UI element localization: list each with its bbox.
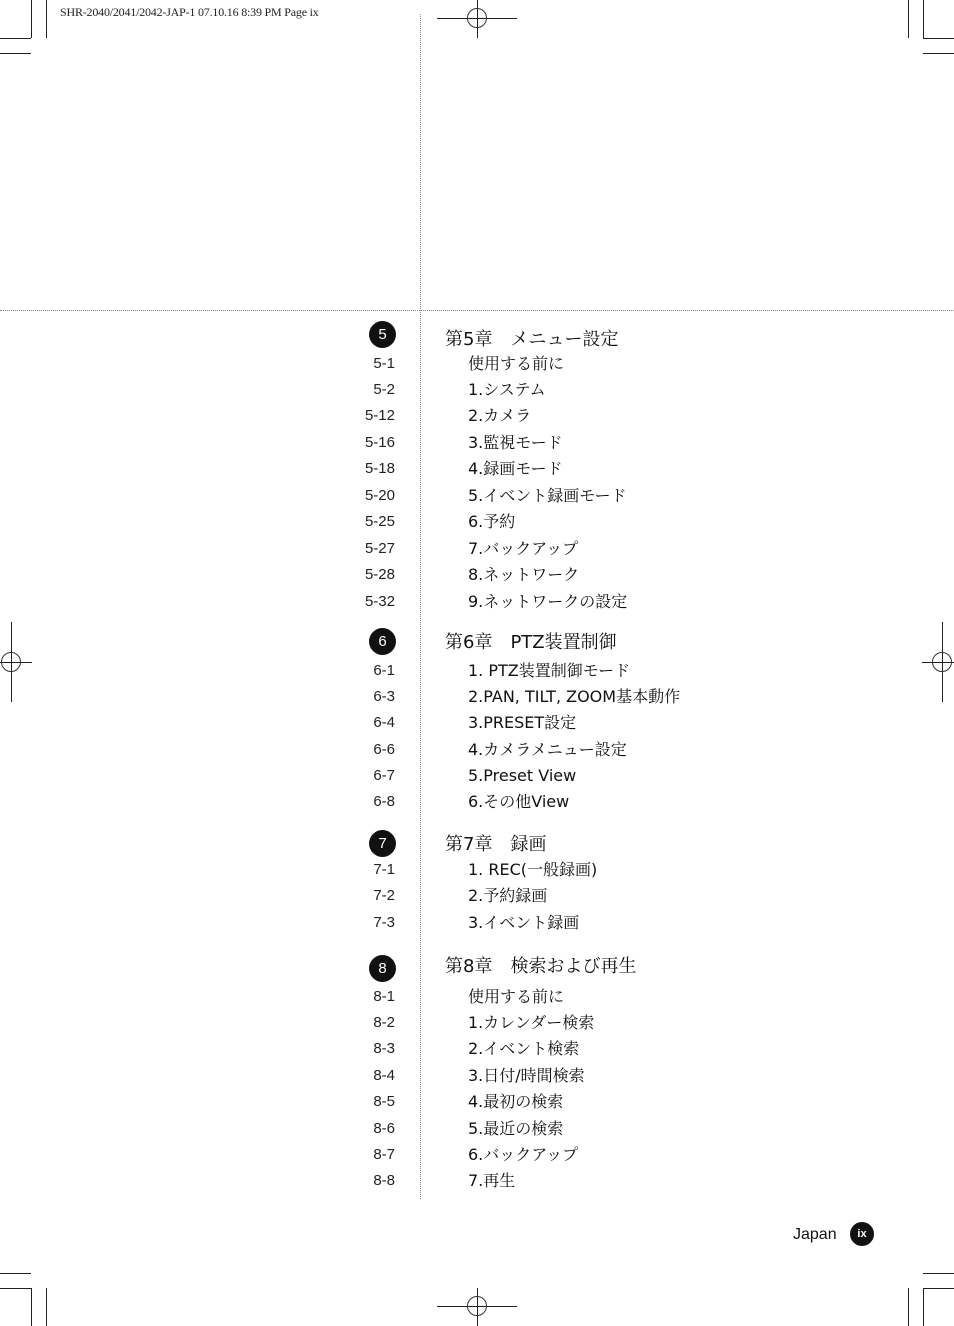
toc-entry: 4.録画モード [468, 459, 563, 478]
toc-row[interactable] [0, 1066, 954, 1092]
page-number: 8-4 [373, 1067, 395, 1084]
page-number: 6-7 [373, 767, 395, 784]
footer-page-badge: ix [850, 1222, 874, 1246]
page-number: 6-3 [373, 688, 395, 705]
page-number: 7-3 [373, 914, 395, 931]
crop-mark [0, 1288, 31, 1289]
toc-row[interactable] [0, 592, 954, 618]
page-number: 5-28 [364, 566, 395, 583]
page-number: 6-4 [373, 714, 395, 731]
registration-circle [467, 1296, 487, 1316]
toc-row[interactable] [0, 565, 954, 591]
chapter-title: 第7章 録画 [445, 834, 547, 855]
toc-entry: 4.最初の検索 [468, 1092, 564, 1111]
chapter-title: 第8章 検索および再生 [445, 956, 637, 977]
toc-row[interactable] [0, 792, 954, 818]
toc-row[interactable] [0, 913, 954, 939]
page-number: 8-3 [373, 1040, 395, 1057]
page-number: 8-2 [373, 1014, 395, 1031]
page-number: 5-20 [364, 487, 395, 504]
print-slug: SHR-2040/2041/2042-JAP-1 07.10.16 8:39 PM Page ix [60, 5, 319, 19]
toc-row[interactable] [0, 987, 954, 1013]
toc-row[interactable] [0, 539, 954, 565]
crop-mark [923, 0, 924, 38]
chapter-number-badge: 6 [369, 628, 396, 655]
crop-mark [923, 1288, 954, 1289]
toc-entry: 1. REC(一般録画) [468, 860, 598, 879]
toc-row[interactable] [0, 1039, 954, 1065]
toc-row[interactable] [0, 354, 954, 380]
toc-entry: 3.日付/時間検索 [468, 1066, 585, 1085]
toc-row[interactable] [0, 661, 954, 687]
toc-row[interactable] [0, 886, 954, 912]
crop-mark [0, 1273, 31, 1274]
toc-entry: 8.ネットワーク [468, 565, 580, 584]
toc-row[interactable] [0, 687, 954, 713]
toc-entry: 5.Preset View [468, 766, 577, 785]
page-number: 6-6 [373, 741, 395, 758]
page-number: 8-6 [373, 1120, 395, 1137]
toc-entry: 6.バックアップ [468, 1145, 579, 1164]
chapter-number-badge: 8 [369, 955, 396, 982]
toc-row[interactable] [0, 1171, 954, 1197]
page-number: 5-18 [364, 460, 395, 477]
toc-row[interactable] [0, 860, 954, 886]
page-number: 5-32 [364, 593, 395, 610]
crop-mark [46, 0, 47, 38]
chapter-number-badge: 7 [369, 830, 396, 857]
page-number: 8-8 [373, 1172, 395, 1189]
toc-entry: 3.PRESET設定 [468, 713, 577, 732]
page-number: 6-1 [373, 662, 395, 679]
page-number: 6-8 [373, 793, 395, 810]
toc-entry: 4.カメラメニュー設定 [468, 740, 627, 759]
toc-entry: 7.再生 [468, 1171, 516, 1190]
crop-mark [0, 53, 31, 54]
footer-language-label: Japan [793, 1226, 837, 1243]
page-number: 5-16 [364, 434, 395, 451]
toc-row[interactable] [0, 406, 954, 432]
toc-row[interactable] [0, 713, 954, 739]
registration-circle [467, 8, 487, 28]
toc-entry: 使用する前に [468, 987, 565, 1006]
toc-entry: 5.最近の検索 [468, 1119, 564, 1138]
toc-row[interactable] [0, 512, 954, 538]
toc-entry: 1.カレンダー検索 [468, 1013, 595, 1032]
toc-row[interactable] [0, 380, 954, 406]
toc-entry: 3.監視モード [468, 433, 563, 452]
toc-entry: 使用する前に [468, 354, 565, 373]
toc-row[interactable] [0, 486, 954, 512]
toc-entry: 6.その他View [468, 792, 570, 811]
page-number: 5-1 [373, 355, 395, 372]
toc-entry: 7.バックアップ [468, 539, 579, 558]
toc-row[interactable] [0, 1145, 954, 1171]
page-number: 8-1 [373, 988, 395, 1005]
toc-row[interactable] [0, 766, 954, 792]
crop-mark [31, 0, 32, 38]
page-number: 7-2 [373, 887, 395, 904]
toc-entry: 3.イベント録画 [468, 913, 580, 932]
crop-mark [908, 0, 909, 38]
horizontal-guide [0, 310, 954, 311]
crop-mark [923, 53, 954, 54]
toc-row[interactable] [0, 433, 954, 459]
toc-row[interactable] [0, 1013, 954, 1039]
crop-mark [923, 1288, 924, 1326]
page-number: 8-7 [373, 1146, 395, 1163]
toc-entry: 1. PTZ装置制御モード [468, 661, 631, 680]
chapter-title: 第6章 PTZ装置制御 [445, 632, 617, 653]
crop-mark [46, 1288, 47, 1326]
crop-mark [31, 1288, 32, 1326]
chapter-title: 第5章 メニュー設定 [445, 329, 619, 350]
toc-entry: 2.PAN, TILT, ZOOM基本動作 [468, 687, 681, 706]
toc-row[interactable] [0, 459, 954, 485]
page-number: 5-27 [364, 540, 395, 557]
toc-entry: 6.予約 [468, 512, 516, 531]
page-number: 7-1 [373, 861, 395, 878]
crop-mark [908, 1288, 909, 1326]
crop-mark [923, 1273, 954, 1274]
page-number: 5-12 [364, 407, 395, 424]
page-number: 5-25 [364, 513, 395, 530]
page-number: 5-2 [373, 381, 395, 398]
toc-entry: 1.システム [468, 380, 546, 399]
toc-entry: 5.イベント録画モード [468, 486, 627, 505]
toc-entry: 9.ネットワークの設定 [468, 592, 628, 611]
toc-entry: 2.カメラ [468, 406, 532, 425]
toc-row[interactable] [0, 1092, 954, 1118]
toc-entry: 2.予約録画 [468, 886, 548, 905]
toc-entry: 2.イベント検索 [468, 1039, 580, 1058]
toc-row[interactable] [0, 1119, 954, 1145]
chapter-number-badge: 5 [369, 321, 396, 348]
toc-row[interactable] [0, 740, 954, 766]
crop-mark [923, 38, 954, 39]
page-number: 8-5 [373, 1093, 395, 1110]
crop-mark [0, 38, 31, 39]
